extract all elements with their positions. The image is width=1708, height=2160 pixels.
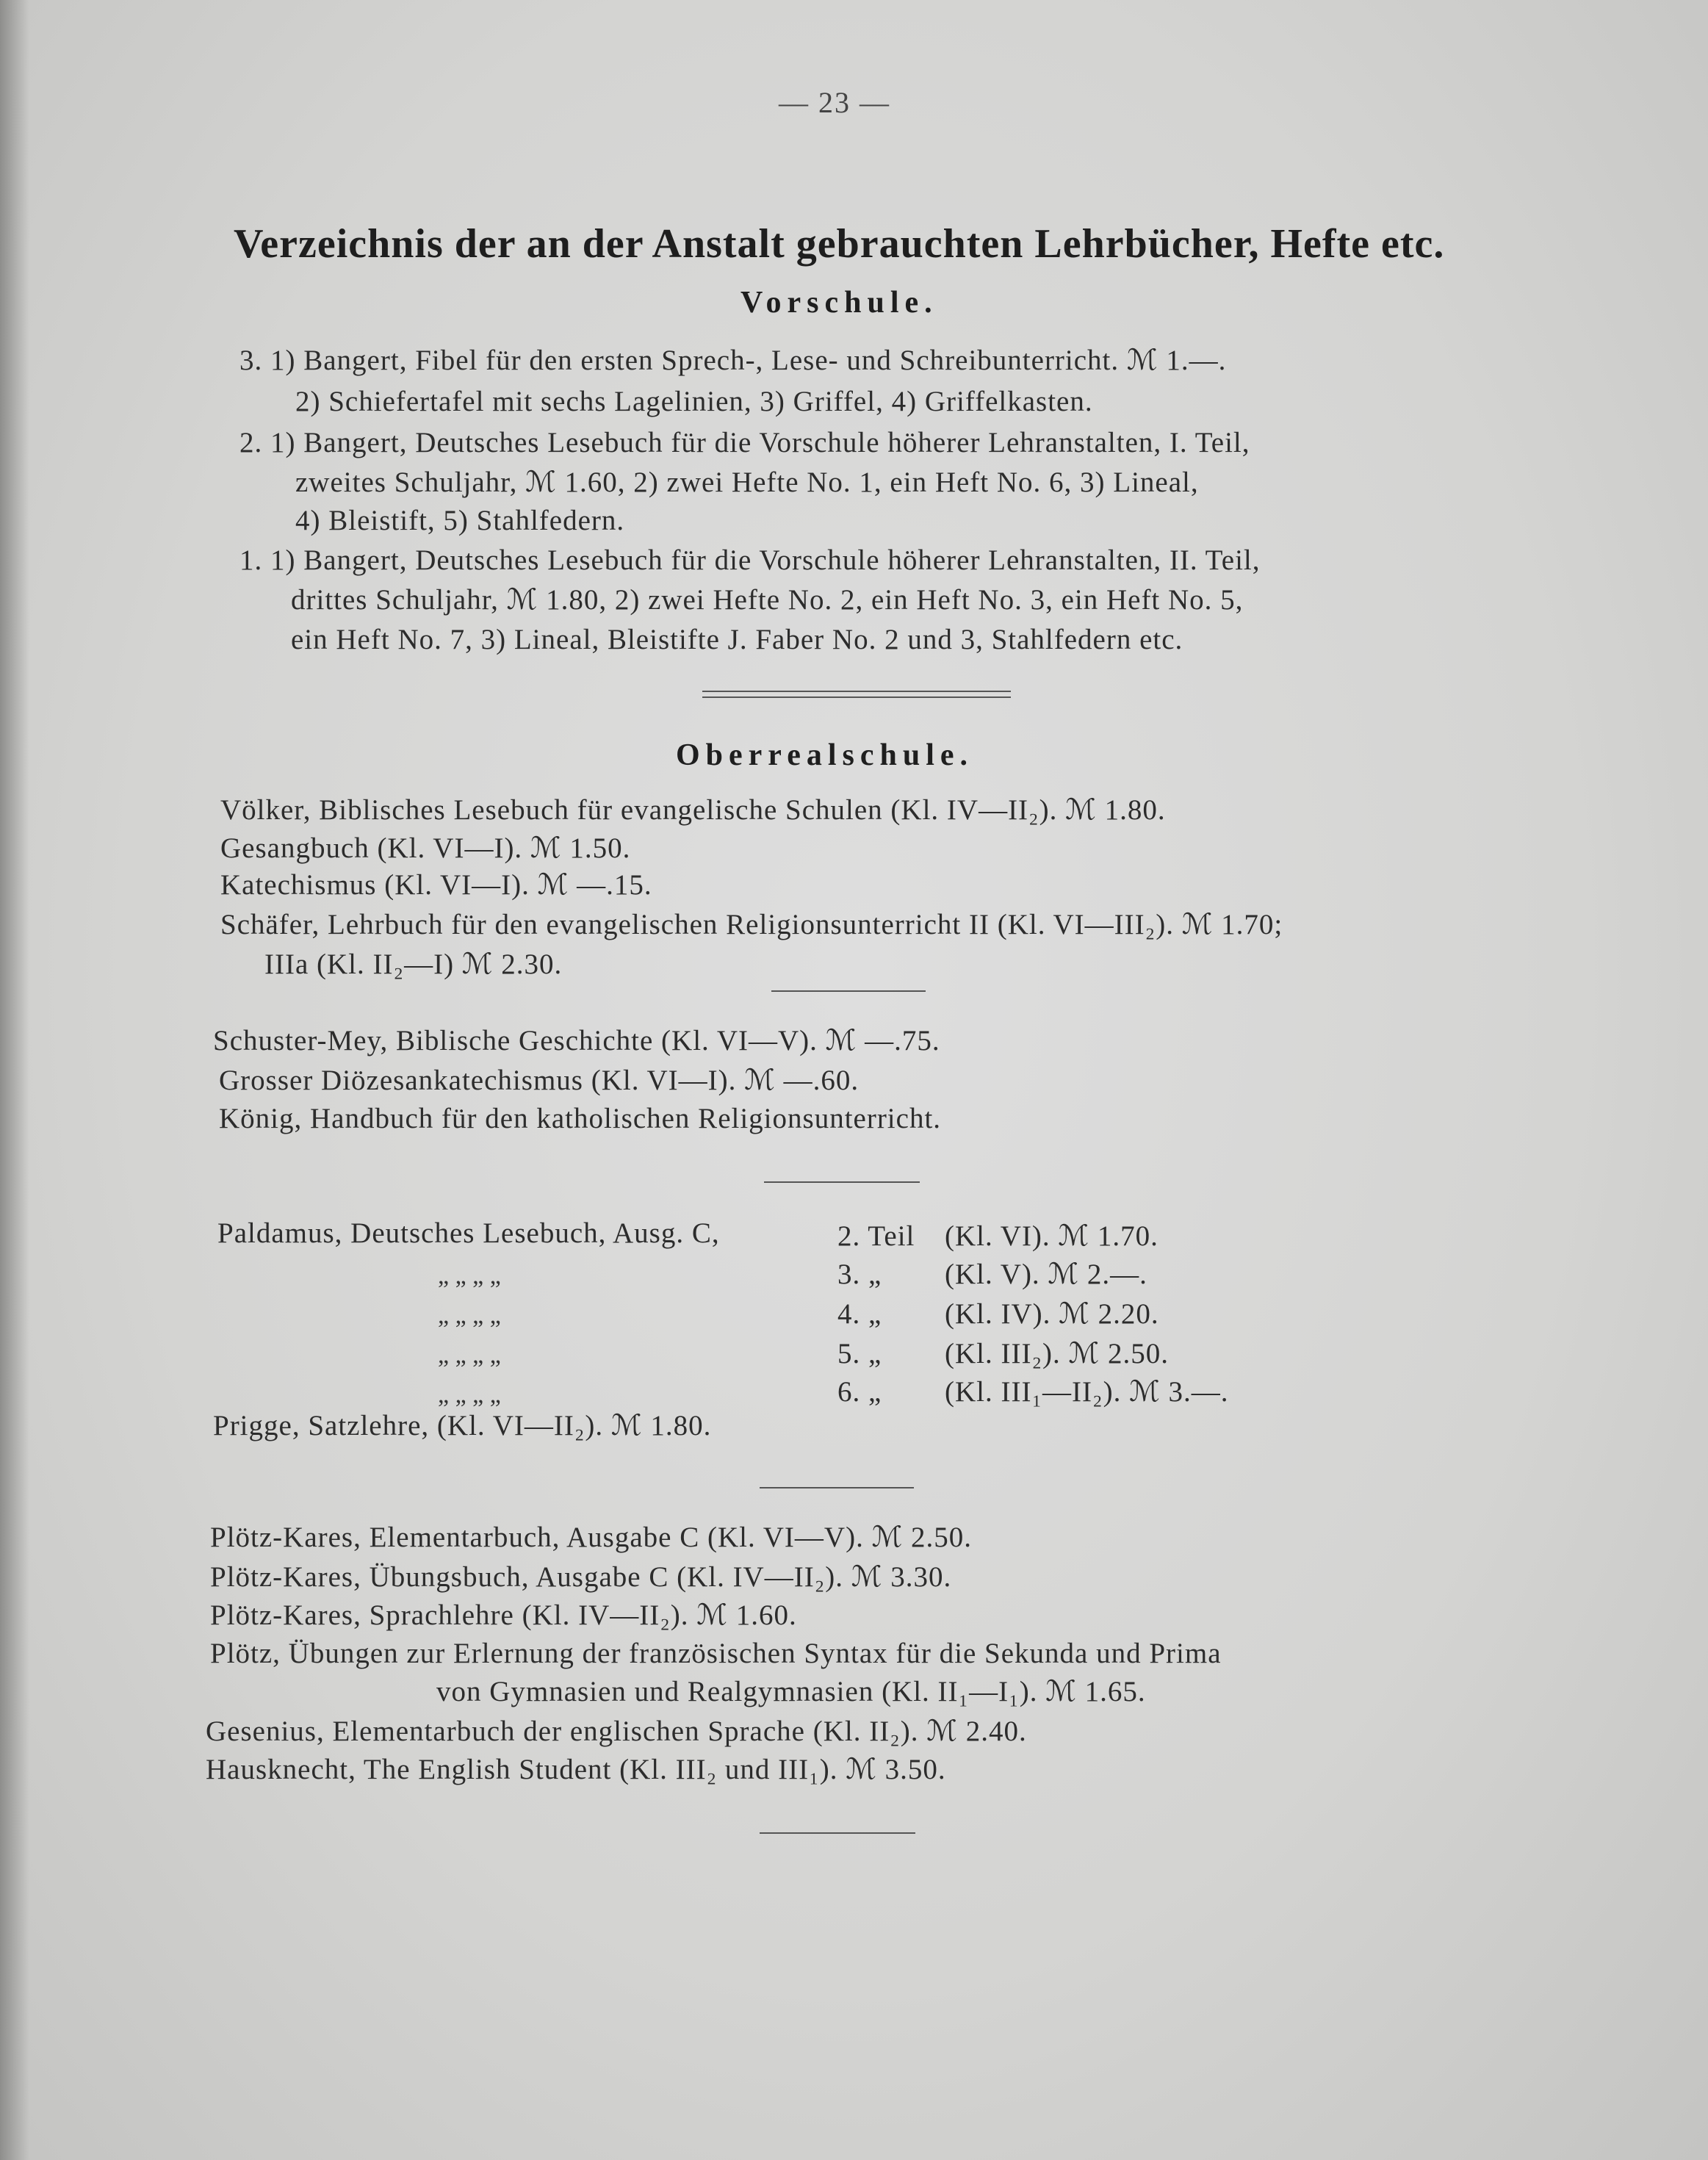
- divider: [760, 1487, 914, 1488]
- list-item: drittes Schuljahr, ℳ 1.80, 2) zwei Hefte No. 2, ein Heft No. 3, ein Heft No. 5,: [291, 584, 1244, 616]
- paldamus-teil: 6. „: [837, 1376, 882, 1408]
- paldamus-class: (Kl. V). ℳ 2.—.: [945, 1259, 1147, 1290]
- section-divider: [702, 691, 1011, 698]
- list-item: Hausknecht, The English Student (Kl. III₂ und III₁). ℳ 3.50.: [206, 1754, 946, 1785]
- list-item: Prigge, Satzlehre, (Kl. VI—II₂). ℳ 1.80.: [213, 1410, 712, 1441]
- list-item: 3. 1) Bangert, Fibel für den ersten Sprech-, Lese- und Schreibunterricht. ℳ 1.—.: [239, 345, 1227, 376]
- list-item: Plötz-Kares, Sprachlehre (Kl. IV—II₂). ℳ 1.60.: [210, 1599, 797, 1631]
- list-item: Plötz-Kares, Elementarbuch, Ausgabe C (Kl. VI—V). ℳ 2.50.: [210, 1522, 973, 1553]
- ditto-marks: „ „ „ „: [438, 1381, 501, 1408]
- divider: [760, 1832, 915, 1834]
- page-edge-shadow: [0, 0, 29, 2160]
- paldamus-teil: 2. Teil: [837, 1220, 915, 1252]
- paldamus-class: (Kl. VI). ℳ 1.70.: [945, 1220, 1159, 1252]
- list-item: König, Handbuch für den katholischen Religionsunterricht.: [219, 1103, 942, 1134]
- paldamus-class: (Kl. III₁—II₂). ℳ 3.—.: [945, 1376, 1229, 1408]
- list-item: Schuster-Mey, Biblische Geschichte (Kl. VI—V). ℳ —.75.: [213, 1025, 940, 1056]
- paldamus-class: (Kl. III₂). ℳ 2.50.: [945, 1338, 1169, 1369]
- paldamus-teil: 4. „: [837, 1298, 882, 1330]
- list-item: Gesangbuch (Kl. VI—I). ℳ 1.50.: [220, 832, 631, 864]
- list-item: 2. 1) Bangert, Deutsches Lesebuch für die Vorschule höherer Lehranstalten, I. Teil,: [239, 427, 1250, 458]
- list-item: Schäfer, Lehrbuch für den evangelischen Religionsunterricht II (Kl. VI—III₂). ℳ 1.70;: [220, 909, 1283, 940]
- list-item: 2) Schiefertafel mit sechs Lagelinien, 3) Griffel, 4) Griffelkasten.: [295, 386, 1093, 417]
- list-item: Katechismus (Kl. VI—I). ℳ —.15.: [220, 869, 652, 901]
- ditto-marks: „ „ „ „: [438, 1342, 501, 1369]
- paldamus-teil: 5. „: [837, 1338, 882, 1369]
- divider: [764, 1181, 920, 1183]
- list-item: 1. 1) Bangert, Deutsches Lesebuch für die Vorschule höherer Lehranstalten, II. Teil,: [239, 544, 1261, 576]
- ditto-marks: „ „ „ „: [438, 1302, 501, 1329]
- list-item: Plötz-Kares, Übungsbuch, Ausgabe C (Kl. IV—II₂). ℳ 3.30.: [210, 1561, 952, 1593]
- list-item: 4) Bleistift, 5) Stahlfedern.: [295, 505, 625, 536]
- paldamus-class: (Kl. IV). ℳ 2.20.: [945, 1298, 1159, 1330]
- divider: [771, 990, 926, 992]
- page-number: — 23 —: [779, 86, 890, 119]
- list-item: Gesenius, Elementarbuch der englischen Sprache (Kl. II₂). ℳ 2.40.: [206, 1716, 1027, 1747]
- list-item: IIIa (Kl. II₂—I) ℳ 2.30.: [264, 948, 563, 980]
- list-item: Völker, Biblisches Lesebuch für evangelische Schulen (Kl. IV—II₂). ℳ 1.80.: [220, 794, 1166, 826]
- list-item: zweites Schuljahr, ℳ 1.60, 2) zwei Hefte No. 1, ein Heft No. 6, 3) Lineal,: [295, 467, 1199, 498]
- page-title: Verzeichnis der an der Anstalt gebrauchten Lehrbücher, Hefte etc.: [234, 221, 1445, 267]
- list-item: Grosser Diözesankatechismus (Kl. VI—I). ℳ —.60.: [219, 1065, 860, 1096]
- section-heading-oberrealschule: Oberrealschule.: [676, 738, 974, 772]
- ditto-marks: „ „ „ „: [438, 1262, 501, 1289]
- section-heading-vorschule: Vorschule.: [741, 286, 938, 320]
- list-item: ein Heft No. 7, 3) Lineal, Bleistifte J. Faber No. 2 und 3, Stahlfedern etc.: [291, 624, 1183, 655]
- paldamus-title: Paldamus, Deutsches Lesebuch, Ausg. C,: [217, 1217, 720, 1249]
- paldamus-teil: 3. „: [837, 1259, 882, 1290]
- list-item: Plötz, Übungen zur Erlernung der französischen Syntax für die Sekunda und Prima: [210, 1638, 1222, 1669]
- list-item: von Gymnasien und Realgymnasien (Kl. II₁—I₁). ℳ 1.65.: [436, 1676, 1146, 1707]
